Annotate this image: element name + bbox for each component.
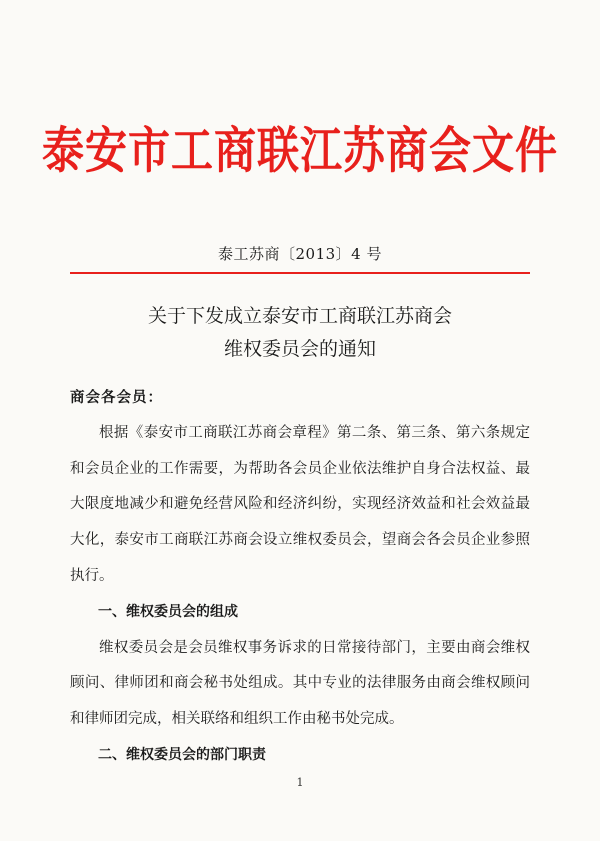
document-masthead: 泰安市工商联江苏商会文件 xyxy=(41,121,558,180)
notice-title xyxy=(0,300,600,366)
salutation: 商会各会员： xyxy=(70,389,163,406)
section-heading-2: 二、维权委员会的部门职责 xyxy=(98,746,266,763)
notice-title-line-1: 关于下发成立泰安市工商联江苏商会 xyxy=(147,305,452,327)
notice-title-line-2: 维权委员会的通知 xyxy=(223,338,376,360)
paragraph-intro: 根据《泰安市工商联江苏商会章程》第二条、第三条、第六条规定和会员企业的工作需要，为帮助各会员企业依法维护自身合法权益、最大限度地减少和避免经营风险和经济纠纷，实现经济效益和社会效益最大化，泰安市工商联江苏商会设立维权委员会，望商会各会员企业参照执行。 xyxy=(70,424,530,584)
page-number: 1 xyxy=(296,776,304,789)
masthead-divider xyxy=(70,272,530,274)
section-heading-1: 一、维权委员会的组成 xyxy=(98,603,238,620)
document-number: 泰工苏商〔2013〕4 号 xyxy=(218,245,382,263)
paragraph-composition: 维权委员会是会员维权事务诉求的日常接待部门，主要由商会维权顾问、律师团和商会秘书处组成。其中专业的法律服务由商会维权顾问和律师团完成，相关联络和组织工作由秘书处完成。 xyxy=(70,639,530,728)
notice-body xyxy=(70,380,530,774)
